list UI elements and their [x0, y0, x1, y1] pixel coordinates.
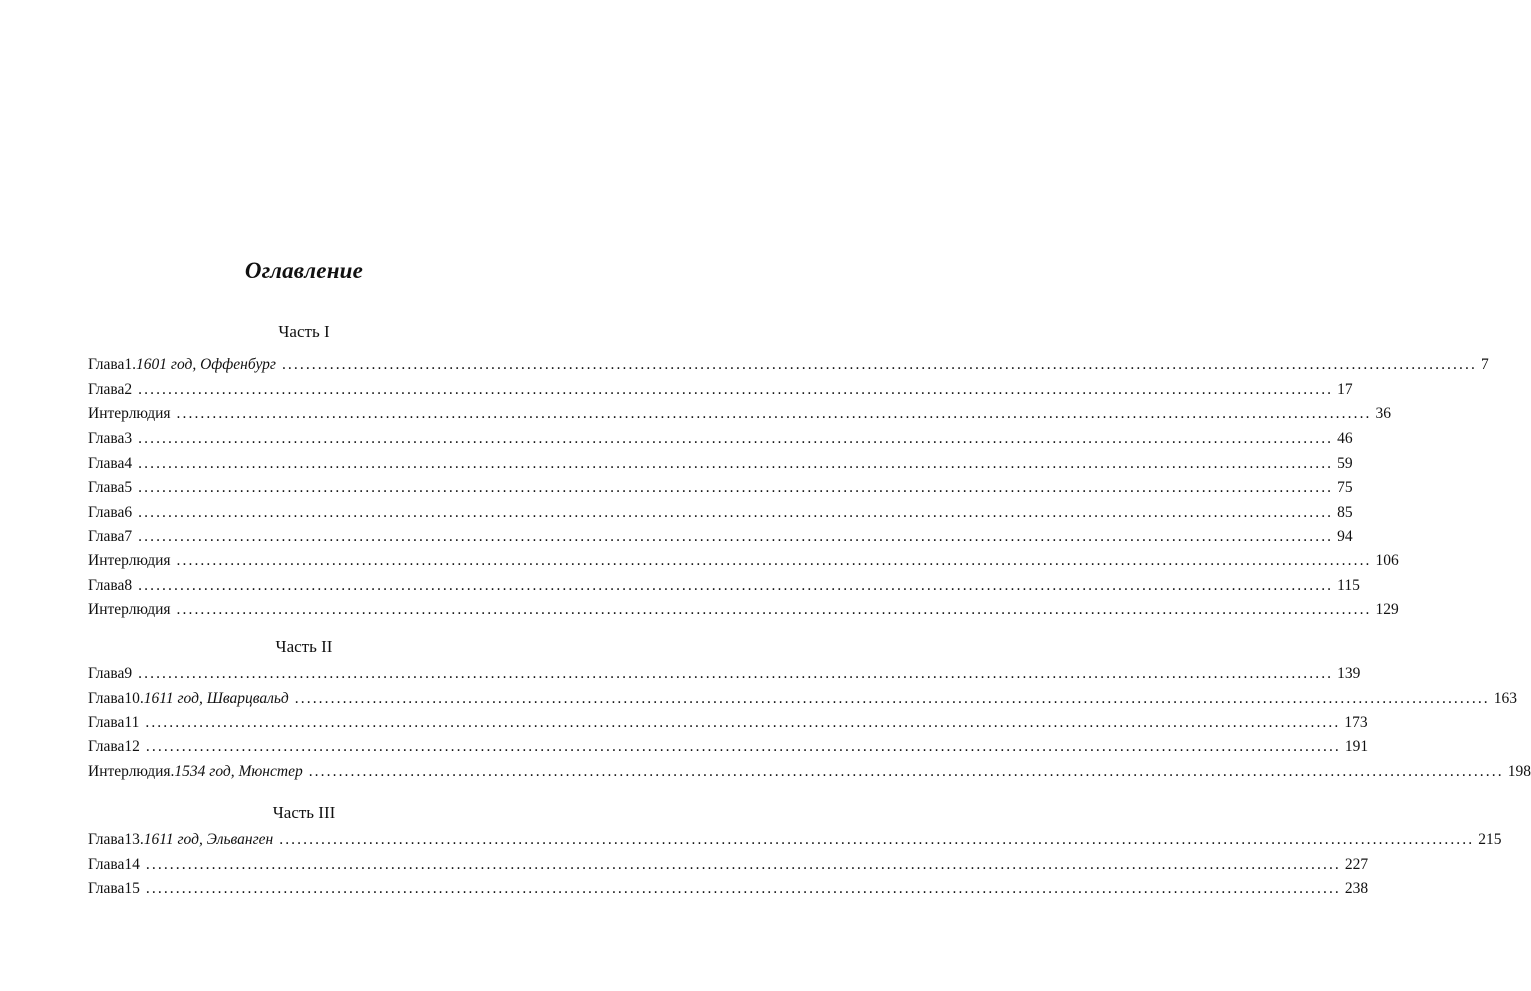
dot-leader: ........................................................................................................................................................................................................	[138, 665, 1334, 682]
entry-label: Глава	[88, 455, 125, 472]
toc-entry[interactable]	[88, 711, 1368, 735]
page-number: 46	[1337, 430, 1353, 447]
toc-entry[interactable]	[88, 828, 1502, 852]
dot-leader: ........................................................................................................................................................................................................	[176, 405, 1372, 422]
dot-leader: ........................................................................................................................................................................................................	[145, 714, 1341, 731]
toc-entry[interactable]	[88, 877, 1369, 901]
page-number: 59	[1337, 455, 1353, 472]
dot-leader: ........................................................................................................................................................................................................	[281, 356, 1477, 373]
dot-leader: ........................................................................................................................................................................................................	[145, 880, 1341, 897]
part-heading: Часть II	[275, 637, 333, 656]
entry-label: Глава	[88, 356, 125, 373]
dot-leader: ........................................................................................................................................................................................................	[294, 690, 1490, 707]
toc-entry[interactable]	[88, 687, 1518, 711]
page-number: 7	[1480, 356, 1489, 373]
chapter-number: 5	[124, 479, 133, 496]
toc-entry[interactable]	[88, 378, 1353, 402]
entry-label: Глава	[88, 880, 125, 897]
entry-subtitle: 1601 год, Оффенбург	[136, 356, 276, 373]
entry-label: Глава	[88, 577, 125, 594]
page-number: 215	[1478, 831, 1502, 848]
entry-label: Интерлюдия	[88, 552, 171, 569]
chapter-number: 1.	[124, 356, 137, 373]
entry-label: Глава	[88, 738, 125, 755]
entry-label: Глава	[88, 430, 125, 447]
page-number: 85	[1337, 504, 1353, 521]
page-number: 238	[1344, 880, 1369, 897]
page-number: 139	[1337, 665, 1361, 682]
entry-subtitle: 1611 год, Эльванген	[143, 831, 274, 848]
toc-entry[interactable]	[88, 452, 1353, 476]
page-number: 198	[1507, 763, 1531, 780]
entry-label: Глава	[88, 381, 125, 398]
dot-leader: ........................................................................................................................................................................................................	[138, 430, 1334, 447]
page-title: Оглавление	[244, 258, 364, 283]
chapter-number: 2	[124, 381, 133, 398]
page-number: 106	[1375, 552, 1399, 569]
toc-entry[interactable]	[88, 598, 1399, 622]
toc-entry[interactable]	[88, 353, 1489, 377]
entry-label: Глава	[88, 479, 125, 496]
toc-entry[interactable]	[88, 525, 1353, 549]
dot-leader: ........................................................................................................................................................................................................	[308, 763, 1504, 780]
page-number: 17	[1337, 381, 1353, 398]
toc-entry[interactable]	[88, 735, 1369, 759]
toc-entry[interactable]	[88, 662, 1361, 686]
entry-label: Глава	[88, 528, 125, 545]
page-number: 163	[1493, 690, 1518, 707]
dot-leader: ........................................................................................................................................................................................................	[279, 831, 1475, 848]
chapter-number: 4	[124, 455, 133, 472]
entry-label: Интерлюдия.	[88, 763, 175, 780]
toc-entry[interactable]	[88, 476, 1353, 500]
page-number: 75	[1337, 479, 1353, 496]
chapter-number: 8	[124, 577, 133, 594]
chapter-number: 6	[124, 504, 133, 521]
part-heading: Часть I	[278, 322, 330, 341]
toc-entry[interactable]	[88, 427, 1353, 451]
dot-leader: ........................................................................................................................................................................................................	[145, 738, 1341, 755]
page-number: 227	[1344, 856, 1369, 873]
entry-label: Интерлюдия	[88, 601, 171, 618]
dot-leader: ........................................................................................................................................................................................................	[176, 552, 1372, 569]
entry-label: Глава	[88, 690, 125, 707]
dot-leader: ........................................................................................................................................................................................................	[138, 479, 1334, 496]
page-number: 94	[1337, 528, 1353, 545]
dot-leader: ........................................................................................................................................................................................................	[145, 856, 1341, 873]
chapter-number: 15	[124, 880, 140, 897]
entry-label: Глава	[88, 665, 125, 682]
dot-leader: ........................................................................................................................................................................................................	[138, 577, 1334, 594]
dot-leader: ........................................................................................................................................................................................................	[138, 381, 1334, 398]
chapter-number: 10.	[124, 690, 144, 707]
toc-entry[interactable]	[88, 501, 1353, 525]
entry-label: Глава	[88, 714, 125, 731]
entry-label: Глава	[88, 856, 125, 873]
chapter-number: 13.	[124, 831, 144, 848]
dot-leader: ........................................................................................................................................................................................................	[138, 504, 1334, 521]
toc-entry[interactable]	[88, 574, 1360, 598]
dot-leader: ........................................................................................................................................................................................................	[138, 455, 1334, 472]
toc-entry[interactable]	[88, 549, 1399, 573]
dot-leader: ........................................................................................................................................................................................................	[176, 601, 1372, 618]
page-number: 191	[1344, 738, 1369, 755]
entry-label: Глава	[88, 831, 125, 848]
page-number: 115	[1337, 577, 1360, 594]
toc-entry[interactable]	[88, 760, 1531, 784]
entry-label: Глава	[88, 504, 125, 521]
entry-label: Интерлюдия	[88, 405, 171, 422]
chapter-number: 7	[124, 528, 133, 545]
dot-leader: ........................................................................................................................................................................................................	[138, 528, 1334, 545]
chapter-number: 14	[124, 856, 140, 873]
part-heading: Часть III	[272, 803, 336, 822]
entry-subtitle: 1534 год, Мюнстер	[174, 763, 303, 780]
entry-subtitle: 1611 год, Шварцвальд	[143, 690, 289, 707]
chapter-number: 12	[124, 738, 140, 755]
page-number: 173	[1344, 714, 1368, 731]
toc-entry[interactable]	[88, 402, 1392, 426]
chapter-number: 9	[124, 665, 133, 682]
page-number: 36	[1375, 405, 1392, 422]
chapter-number: 3	[124, 430, 133, 447]
chapter-number: 11	[124, 714, 140, 731]
page-number: 129	[1375, 601, 1399, 618]
toc-entry[interactable]	[88, 853, 1369, 877]
